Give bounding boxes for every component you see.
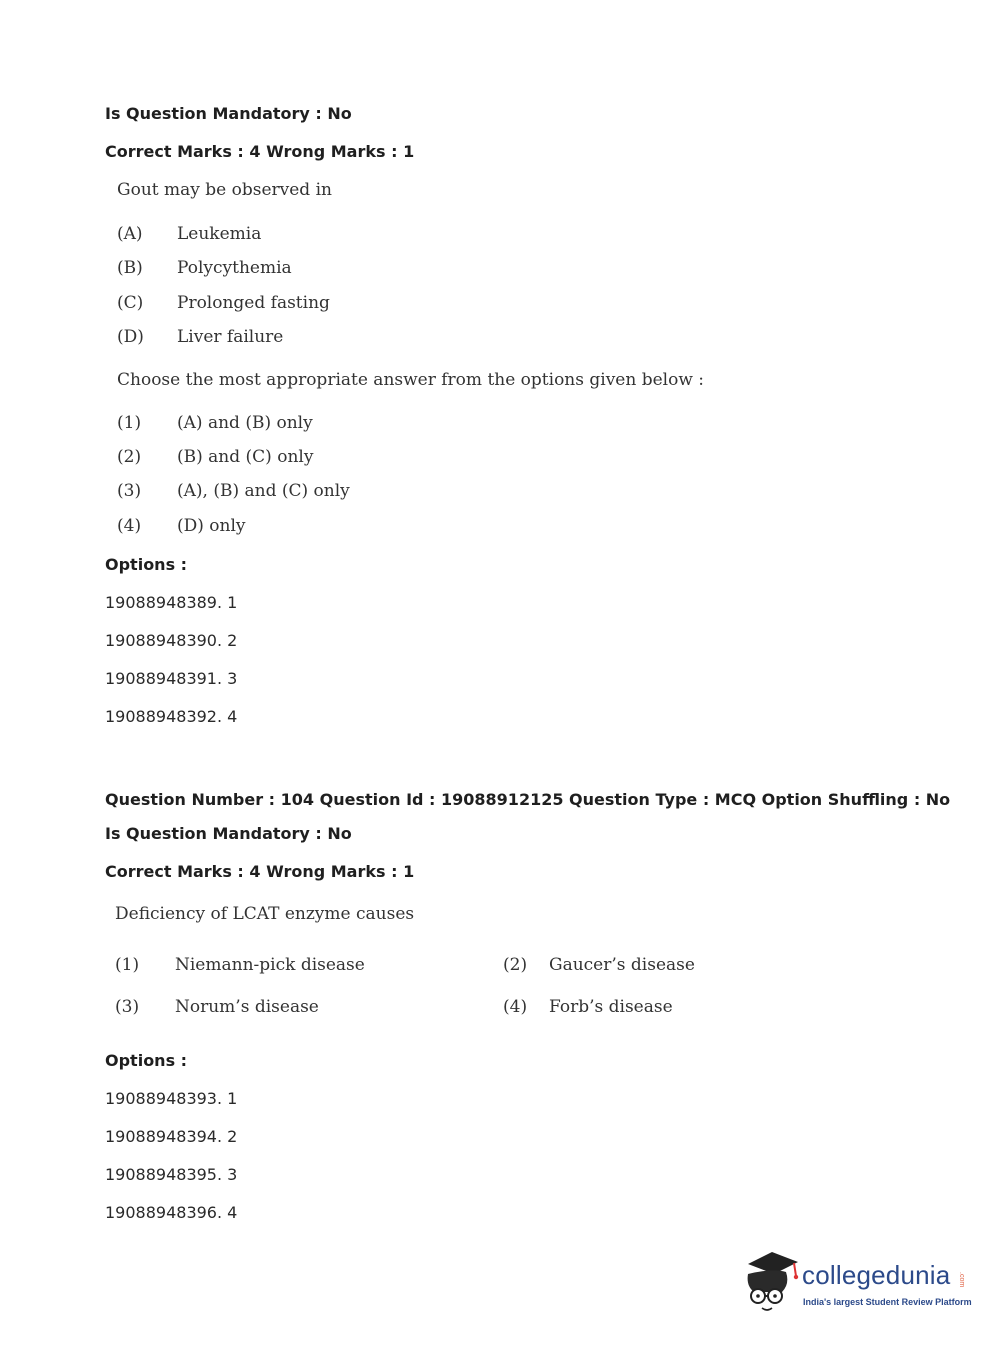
question-mandatory: Is Question Mandatory : No <box>105 104 352 123</box>
statement-label: (D) <box>117 327 144 347</box>
statement-label: (A) <box>117 224 143 244</box>
collegedunia-logo <box>742 1250 972 1320</box>
options-heading: Options : <box>105 555 188 574</box>
choice-label: (4) <box>117 516 142 536</box>
choice-text: (B) and (C) only <box>177 447 314 467</box>
statement-text: Prolonged fasting <box>177 293 330 313</box>
statement-label: (C) <box>117 293 144 313</box>
option-id: 19088948393. 1 <box>105 1089 238 1108</box>
option-id: 19088948396. 4 <box>105 1203 238 1222</box>
choice-label: (1) <box>115 955 140 975</box>
statement-text: Polycythemia <box>177 258 292 278</box>
option-id: 19088948392. 4 <box>105 707 238 726</box>
option-id: 19088948389. 1 <box>105 593 238 612</box>
choice-text: (A) and (B) only <box>177 413 313 433</box>
logo-tagline: India's largest Student Review Platform <box>803 1297 972 1307</box>
option-id: 19088948391. 3 <box>105 669 238 688</box>
choice-label: (2) <box>117 447 142 467</box>
choice-text: Norum’s disease <box>175 997 319 1017</box>
question-header: Question Number : 104 Question Id : 19088912125 Question Type : MCQ Option Shuffling : No <box>105 790 951 809</box>
mascot-icon <box>742 1250 804 1320</box>
choice-label: (2) <box>503 955 528 975</box>
choice-text: Gaucer’s disease <box>549 955 695 975</box>
statement-text: Leukemia <box>177 224 262 244</box>
question-stem: Gout may be observed in <box>117 180 332 200</box>
choice-label: (3) <box>115 997 140 1017</box>
question-mandatory: Is Question Mandatory : No <box>105 824 352 843</box>
option-id: 19088948390. 2 <box>105 631 238 650</box>
statement-text: Liver failure <box>177 327 284 347</box>
choice-text: (A), (B) and (C) only <box>177 481 350 501</box>
option-id: 19088948395. 3 <box>105 1165 238 1184</box>
choice-text: (D) only <box>177 516 246 536</box>
option-id: 19088948394. 2 <box>105 1127 238 1146</box>
question-marks: Correct Marks : 4 Wrong Marks : 1 <box>105 862 415 881</box>
choice-text: Niemann-pick disease <box>175 955 365 975</box>
logo-wordmark: collegedunia <box>802 1260 951 1290</box>
logo-dotcom: .com <box>958 1272 965 1288</box>
choice-label: (3) <box>117 481 142 501</box>
options-heading: Options : <box>105 1051 188 1070</box>
question-instruction: Choose the most appropriate answer from the options given below : <box>117 370 705 390</box>
statement-label: (B) <box>117 258 143 278</box>
question-stem: Deficiency of LCAT enzyme causes <box>115 904 415 924</box>
choice-label: (4) <box>503 997 528 1017</box>
question-marks: Correct Marks : 4 Wrong Marks : 1 <box>105 142 415 161</box>
choice-label: (1) <box>117 413 142 433</box>
choice-text: Forb’s disease <box>549 997 673 1017</box>
